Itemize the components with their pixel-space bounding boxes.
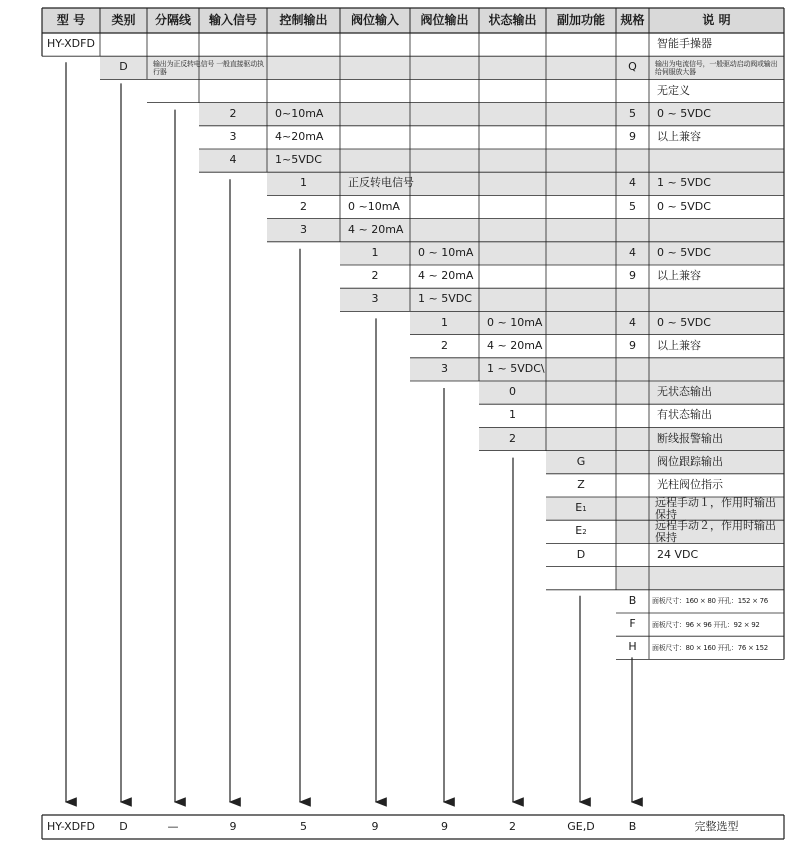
header-spec: 规格 xyxy=(620,12,645,27)
input_signal-spec xyxy=(616,149,649,172)
header-separator: 分隔线 xyxy=(154,12,191,27)
valve_input-description: 以上兼容 xyxy=(657,269,701,283)
extra-function-letter: E xyxy=(575,524,583,538)
extra-function-letter: D xyxy=(576,547,586,561)
extra-function-code xyxy=(546,543,616,566)
input_signal-spec: 9 xyxy=(629,130,636,144)
final-selection-value: GE,D xyxy=(567,819,595,833)
valve_input-value: 0 ~ 10mA xyxy=(418,246,474,260)
extra-function-description: 远程手动２，作用时输出保持 xyxy=(655,519,776,544)
valve_output-code: 2 xyxy=(441,338,448,352)
extra-function-letter: G xyxy=(576,454,586,468)
valve_input-code: 2 xyxy=(371,269,379,283)
valve_input-description: 0 ~ 5VDC xyxy=(657,246,711,260)
control_output-description xyxy=(649,219,784,242)
final-selection-value: D xyxy=(119,819,128,833)
header-extra-function: 副加功能 xyxy=(556,12,605,27)
control_output-value: 正反转电信号 xyxy=(348,176,414,190)
header-input-signal: 输入信号 xyxy=(208,12,257,27)
input_signal-code: 2 xyxy=(229,106,237,120)
valve_input-spec: 9 xyxy=(629,269,636,283)
valve_output-value: 1 ~ 5VDC\ xyxy=(487,362,545,376)
header-valve-output: 阀位输出 xyxy=(420,12,469,27)
extra-function-description: 阀位跟踪输出 xyxy=(657,454,723,468)
valve_output-value: 4 ~ 20mA xyxy=(487,338,543,352)
valve_input-spec xyxy=(616,288,649,311)
input_signal-description: 以上兼容 xyxy=(657,130,701,144)
final-selection-value: 5 xyxy=(300,819,307,833)
status_output-code: 1 xyxy=(509,408,516,422)
extra-function-letter: E xyxy=(575,501,583,515)
input_signal-spec: 5 xyxy=(629,106,636,120)
valve_output-value: 0 ~ 10mA xyxy=(487,315,543,329)
extra-function-description: 光柱阀位指示 xyxy=(657,478,723,492)
category-code: D xyxy=(119,60,128,74)
final-selection-value: 9 xyxy=(441,819,448,833)
control_output-value: 4 ~ 20mA xyxy=(348,222,404,236)
final-selection-value: 9 xyxy=(371,819,379,833)
panel-size-description: 面板尺寸：96 × 96 开孔：92 × 92 xyxy=(652,620,760,629)
extra-function-code xyxy=(546,520,616,543)
control_output-code: 1 xyxy=(300,176,307,190)
status_output-description: 有状态输出 xyxy=(657,408,712,422)
final-selection-value: HY-XDFD xyxy=(47,819,95,833)
valve_output-description: 以上兼容 xyxy=(657,338,701,352)
control_output-description: 1 ~ 5VDC xyxy=(657,176,711,190)
model-code: HY-XDFD xyxy=(47,37,95,51)
header-description: 说 明 xyxy=(702,12,731,27)
input_signal-value: 1~5VDC xyxy=(275,153,322,167)
extra-function-subscript: 2 xyxy=(582,527,587,536)
category-spec: Q xyxy=(628,60,637,74)
final-selection-value: 9 xyxy=(229,819,237,833)
final-selection-value: — xyxy=(167,819,179,833)
extra-function-code xyxy=(546,497,616,520)
status_output-code: 0 xyxy=(509,385,516,399)
valve_input-code: 3 xyxy=(371,292,379,306)
extra-function-description: 24 VDC xyxy=(657,547,699,561)
header-control-output: 控制输出 xyxy=(279,12,328,27)
control_output-value: 0 ~10mA xyxy=(348,199,400,213)
valve_output-code: 1 xyxy=(441,315,448,329)
valve_input-value: 1 ~ 5VDC xyxy=(418,292,472,306)
panel-size-description: 面板尺寸：80 × 160 开孔：76 × 152 xyxy=(652,643,768,652)
panel-size-description: 面板尺寸：160 × 80 开孔：152 × 76 xyxy=(652,597,768,606)
header-status-output: 状态输出 xyxy=(488,12,537,27)
control_output-code: 2 xyxy=(300,199,307,213)
extra-function-code xyxy=(546,451,616,474)
input_signal-description xyxy=(649,149,784,172)
valve_output-spec: 9 xyxy=(629,338,636,352)
valve_output-code: 3 xyxy=(441,362,448,376)
status_output-description: 无状态输出 xyxy=(657,385,712,399)
status_output-description: 断线报警输出 xyxy=(657,431,723,445)
input_signal-code: 4 xyxy=(229,153,237,167)
control_output-spec xyxy=(616,219,649,242)
extra-function-letter: Z xyxy=(577,478,585,492)
valve_input-spec: 4 xyxy=(629,246,636,260)
header-category: 类别 xyxy=(111,12,136,27)
spec-code: B xyxy=(628,594,637,608)
input_signal-value: 0~10mA xyxy=(275,106,324,120)
final-selection-value: 2 xyxy=(509,819,516,833)
valve_input-description xyxy=(649,288,784,311)
status_output-code: 2 xyxy=(509,431,516,445)
spec-code: H xyxy=(628,640,637,654)
input_signal-description: 0 ~ 5VDC xyxy=(657,106,711,120)
control_output-spec: 4 xyxy=(629,176,636,190)
valve_output-description: 0 ~ 5VDC xyxy=(657,315,711,329)
extra-function-code xyxy=(546,474,616,497)
header-model: 型 号 xyxy=(56,12,86,27)
header-valve-input: 阀位输入 xyxy=(350,12,399,27)
spec-code: F xyxy=(629,617,636,631)
valve_input-value: 4 ~ 20mA xyxy=(418,269,474,283)
valve_output-spec: 4 xyxy=(629,315,636,329)
valve_output-spec xyxy=(616,358,649,381)
final-selection-value: 完整选型 xyxy=(694,819,739,833)
model-description: 智能手操器 xyxy=(657,37,712,51)
input_signal-value: 4~20mA xyxy=(275,130,324,144)
input_signal-code: 3 xyxy=(229,130,237,144)
control_output-spec: 5 xyxy=(629,199,636,213)
control_output-description: 0 ~ 5VDC xyxy=(657,199,711,213)
extra-function-subscript: 1 xyxy=(582,504,587,513)
valve_input-code: 1 xyxy=(371,246,379,260)
category-description: 输出为电流信号，一般驱动启动阀或输出给伺服放大器 xyxy=(655,59,778,76)
valve_output-description xyxy=(649,358,784,381)
control_output-code: 3 xyxy=(300,222,307,236)
extra-function-description: 远程手动１，作用时输出保持 xyxy=(655,496,776,521)
row-shade xyxy=(616,567,784,590)
category-note: 输出为正反转电信号 一般直接驱动执行器 xyxy=(153,59,264,76)
separator-description: 无定义 xyxy=(657,83,690,97)
final-selection-value: B xyxy=(628,819,637,833)
